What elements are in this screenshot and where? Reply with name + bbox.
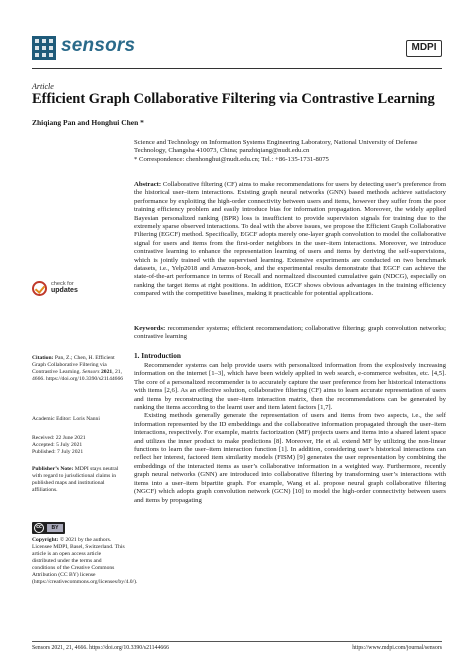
publisher-note [32,466,126,494]
citation-year: 2021 [101,369,113,375]
article-authors: Zhiqiang Pan and Honghui Chen * [32,118,144,127]
abstract [134,181,446,299]
sensors-grid-icon [32,36,56,60]
check-updates-line2: updates [51,286,78,294]
citation-doi[interactable]: , 21, 4666. https://doi.org/10.3390/s21144666 [32,369,124,382]
keywords-text: recommender systems; efficient recommendation; collaborative filtering; graph convolution networks; contrastive learning [134,325,447,341]
citation [32,355,126,383]
citation-label: Citation: [32,355,54,361]
header-divider [32,68,442,69]
academic-editor: Academic Editor: Loris Nanni [32,416,100,422]
section-heading: 1. Introduction [134,351,181,360]
copyright [32,537,138,586]
keywords [134,325,446,342]
journal-header [32,34,442,64]
cc-by-license-badge[interactable] [32,522,65,534]
check-updates-line1: check for [51,281,74,287]
footer-citation[interactable]: Sensors 2021, 21, 4666. https://doi.org/10.3390/s21144666 [32,645,170,651]
paragraph: Recommender systems can help provide users with personalized information from the explosively increasing information on the internet [1–3], which have been widely applied in web search, e-commerce websites, etc. [4,5]. The core of a personalized recommender is to accurately capture the user preference from her historical interactions with items [2,6]. As an effective solution, collaborative filtering (CF) aims to learn accurate representation of users and items by reconstructing the user–item interaction matrix, then the recommendations can be generated by ranking the items according to the learnt user and item latent factors [1,7]. [134,362,446,412]
article-title: Efficient Graph Collaborative Filtering via Contrastive Learning [32,91,435,107]
paragraph: Existing methods generally generate the representation of users and items from two aspects, i.e., the self information represented by the ID embeddings and the collaborative information propagated through the user–item interactions, respectively. For example, matrix factorization (MF) projects users and items into a shared latent space and utilizes the inner product to make predictions [8]. Moreover, He et al. extend MF by utilizing the non-linear functions to learn the user–item interaction function [1]. In addition, considering user’s historical interactions can reflect her interest, factored item similarity models (FISM) [9] generates the user representation by combining the embeddings of the interacted items as user’s collaborative information in a weighted way. Furthermore, recently graph neural networks (GNN) are introduced into collaborative filtering by transforming user’s interactions with items into a user–item bipartite graph. For example, Wang et al. propose neural graph collaborative filtering (NGCF) which adopts graph convolution network (GCN) [10] to model the high-order connectivity between users and items by propagating [134,412,446,504]
copyright-text: © 2021 by the authors. Licensee MDPI, Basel, Switzerland. This article is an open access article distributed under the terms and conditions of the Creative Commons Attribution (CC BY) license (https://creativecommons.org/licenses/by/4.0/). [32,537,138,585]
mdpi-logo[interactable]: MDPI [406,40,442,57]
abstract-text: Collaborative filtering (CF) aims to make recommendations for users by detecting user’s preference from the historical user–item interactions. Existing graph neural networks (GNN) based methods achieve satisfactory performance by exploiting the high-order connectivity between users and items, however they suffer from the poor training efficiency problem and easily introduce bias for information propagation. Moreover, the widely applied Bayesian personalized ranking (BPR) loss is insufficient to provide supervision signals for training due to the extremely sparse observed interactions. To deal with the above issues, we propose the Efficient Graph Collaborative Filtering (EGCF) method. Specifically, EGCF adopts merely one-layer graph convolution to model the collaborative signal for users and items from the first-order neighbors in the user–item interactions. Moreover, we introduce contrastive learning to enhance the representation learning of users and items by deriving the self-supervisions, which is jointly trained with the supervised learning. Extensive experiments are conducted on two benchmark datasets, i.e., Yelp2018 and Amazon-book, and the experimental results demonstrate that EGCF can achieve the state-of-the-art performance in terms of Recall and normalized discounted cumulative gain (NDCG), especially on ranking the target items at right positions. In addition, EGCF shows obvious advantages in the training efficiency compared with the competitive baselines, making it practicable for potential applications. [134,181,446,298]
citation-journal: Sensors [82,369,100,375]
keywords-label: Keywords: [134,325,166,332]
publisher-note-text: MDPI stays neutral with regard to jurisdictional claims in published maps and institutional affiliations. [32,466,119,493]
accepted-date: Accepted: 5 July 2021 [32,442,83,448]
affiliation: Science and Technology on Information Systems Engineering Laboratory, National University of Defense Technology, Changsha 410073, China; panzhiqiang@nudt.edu.cn [134,139,418,155]
journal-name[interactable]: sensors [61,35,136,56]
received-date: Received: 22 June 2021 [32,435,86,441]
citation-text: Pan, Z.; Chen, H. Efficient Graph Collaborative Filtering via Contrastive Learning. [32,355,115,375]
footer-divider [32,641,442,642]
published-date: Published: 7 July 2021 [32,449,84,455]
publication-dates [32,435,126,456]
check-for-updates-button[interactable] [32,280,112,298]
abstract-label: Abstract: [134,181,162,188]
footer-journal-link[interactable]: https://www.mdpi.com/journal/sensors [352,645,442,651]
cc-icon: cc [34,523,44,533]
correspondence: * Correspondence: chenhonghui@nudt.edu.cn; Tel.: +86-135-1731-8075 [134,156,329,163]
copyright-label: Copyright: [32,537,59,543]
check-updates-icon [32,281,47,296]
introduction-body [134,362,446,505]
by-icon: BY [47,524,63,532]
article-type: Article [32,82,54,91]
publisher-note-label: Publisher’s Note: [32,466,74,472]
